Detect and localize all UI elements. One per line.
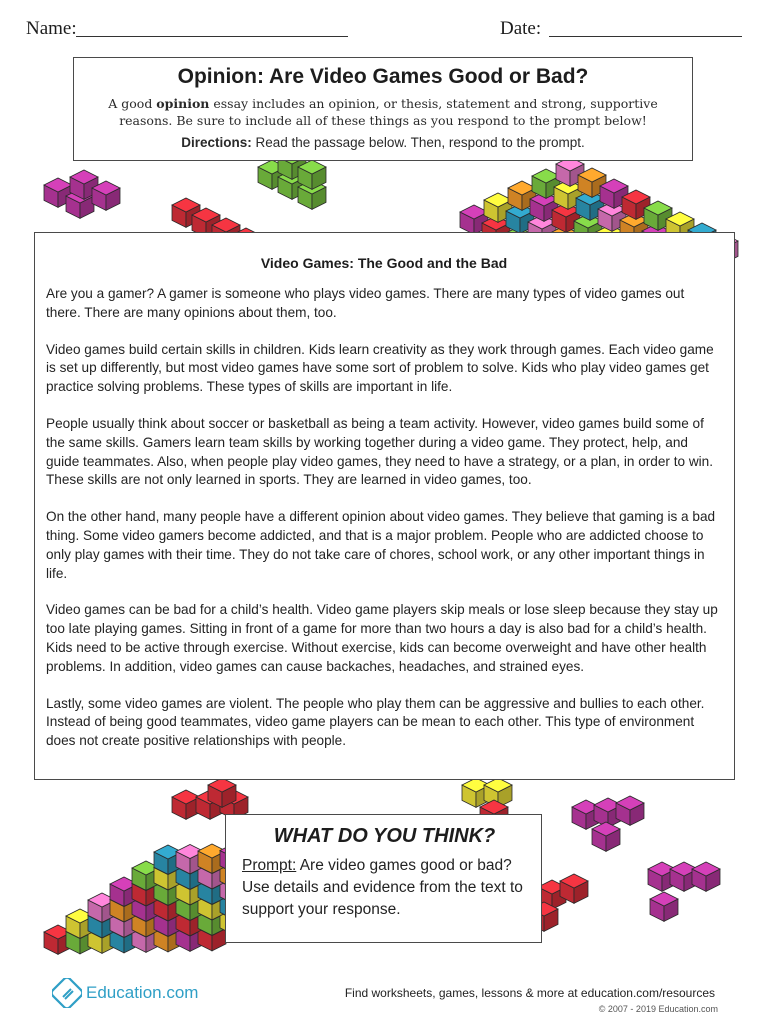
passage-paragraph: On the other hand, many people have a different opinion about video games. They believe that gaming is a bad thing. Some video gamers become addicted, and that is a major problem. People who are addicted choose to only play games with their time. They do not take care of chores, school work, or any other important things in life. — [46, 509, 716, 581]
prompt-box — [225, 814, 542, 943]
intro-after: essay includes an opinion, or thesis, statement and strong, supportive reasons. Be sure to include all of these things as you respond to the prompt below! — [119, 96, 658, 128]
passage-paragraph: Video games build certain skills in children. Kids learn creativity as they work through games. Each video game is set up differently, but most video games have some sort of problem to solve. Kids who play video games get practice solving problems. These types of skills are important in life. — [46, 341, 714, 395]
directions-text: Read the passage below. Then, respond to the prompt. — [251, 135, 585, 150]
prompt-label: Prompt: — [242, 857, 297, 874]
intro-bold: opinion — [156, 96, 210, 111]
directions — [74, 135, 692, 150]
passage-paragraph: Lastly, some video games are violent. The people who play them can be aggressive and bullies to each other. Instead of being good teammates, video game players can be mean to each other. This type of environment does not create positive relationships with people. — [46, 695, 705, 749]
title-box — [73, 57, 693, 161]
date-field[interactable] — [549, 36, 742, 37]
worksheet-title: Opinion: Are Video Games Good or Bad? — [177, 65, 589, 88]
passage-paragraph: Video games can be bad for a child’s health. Video game players skip meals or lose sleep because they stay up too late playing games. Sitting in front of a game for more than two hours a day is also bad for a child’s health. Kids need to be active through exercise. Without exercise, kids can become overweight and have other health problems. In addition, video games can cause backaches, headaches, and strained eyes. — [46, 602, 718, 674]
prompt-box-title: WHAT DO YOU THINK? — [273, 825, 496, 847]
paperclip-icon — [52, 978, 82, 1008]
footer-resources-link[interactable]: Find worksheets, games, lessons & more at education.com/resources — [344, 986, 715, 1000]
name-label: Name: — [26, 18, 77, 39]
education-logo[interactable] — [52, 978, 198, 1008]
date-label: Date: — [500, 18, 542, 39]
passage-box — [34, 232, 735, 780]
passage-paragraph: People usually think about soccer or basketball as being a team activity. However, video games build some of the same skills. Gamers learn team skills by working together during a video game. They protect, help, and guide teammates. Also, when people play video games, they need to have a strategy, or a plan, in order to win. These skills are not only learned in sports. They are learned in video games, too. — [46, 415, 713, 488]
copyright: © 2007 - 2019 Education.com — [598, 1004, 718, 1014]
prompt-text — [242, 855, 527, 921]
directions-label: Directions: — [181, 135, 252, 150]
passage-paragraph: Are you a gamer? A gamer is someone who plays video games. There are many types of video games out there. There are many opinions about them, too. — [46, 286, 685, 320]
prompt-question: Are video games good or bad? Use details and evidence from the text to support your response. — [242, 857, 523, 918]
logo-text: Education.com — [86, 983, 199, 1002]
intro-before: A good — [108, 96, 157, 111]
name-field[interactable] — [76, 36, 348, 37]
intro-text — [88, 95, 678, 129]
passage-title: Video Games: The Good and the Bad — [260, 255, 508, 271]
